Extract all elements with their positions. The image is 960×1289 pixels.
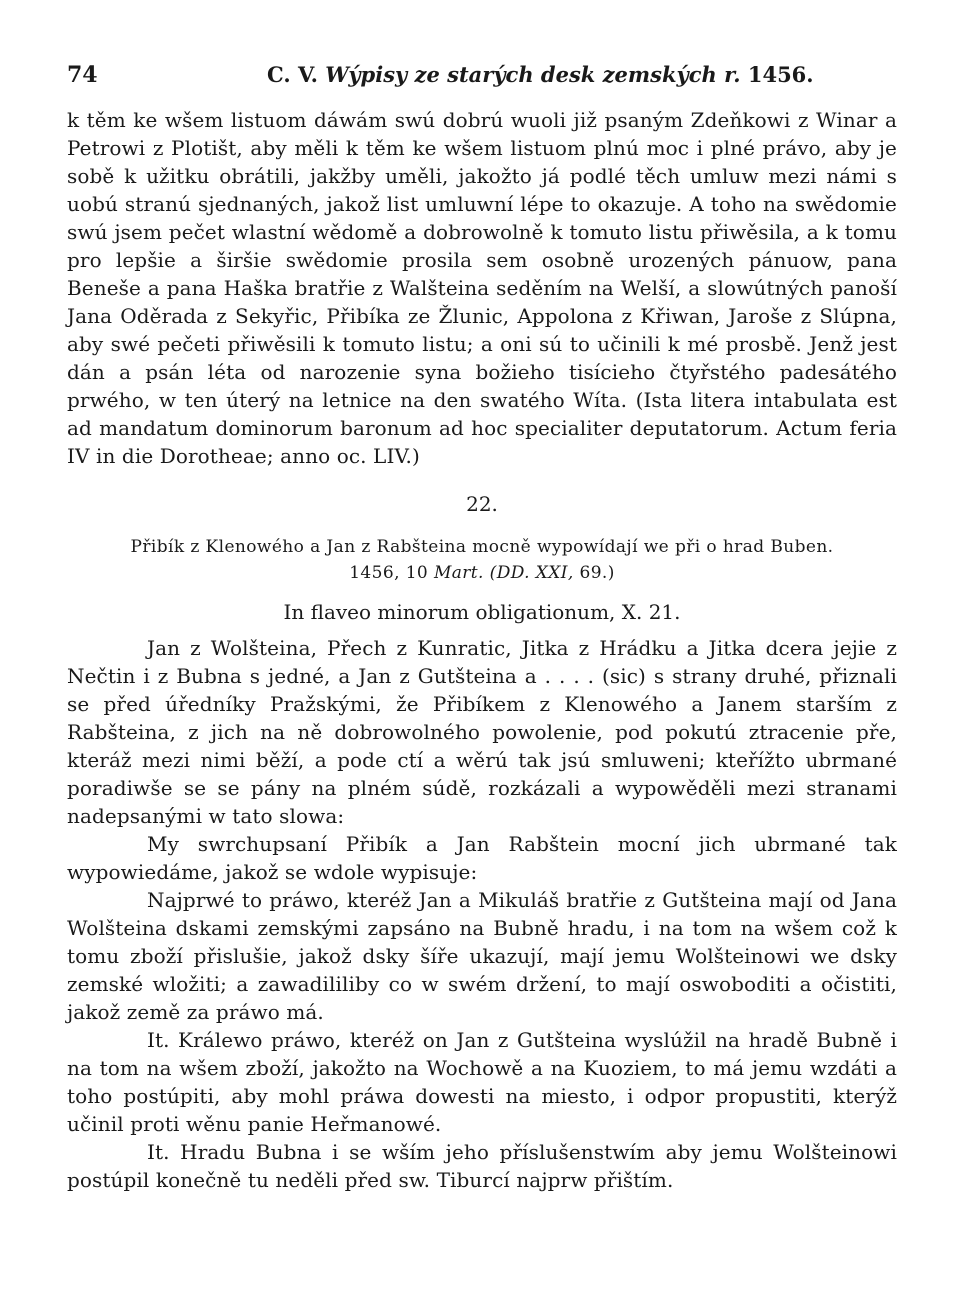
title-year: 1456. — [747, 62, 814, 87]
regest-date: 1456, 10 — [349, 563, 429, 583]
body-paragraph: My swrchupsaní Přibík a Jan Rabštein mocní jich ubrmané tak wypowiedáme, jakož se wdole wypisuje: — [67, 832, 897, 884]
title-italic: Wýpisy ze starých desk zemských r. — [325, 62, 741, 87]
document-number: 22. — [466, 492, 498, 516]
regest-summary: Přibík z Klenowého a Jan z Rabšteina mocně wypowídají we při o hrad Buben. — [130, 537, 834, 557]
regest-date-line — [67, 560, 897, 586]
page-number: 74 — [67, 62, 98, 88]
running-head — [67, 62, 897, 106]
regest-source: (DD. XXI, — [489, 563, 574, 583]
document-page — [67, 62, 897, 1194]
running-title — [267, 62, 897, 87]
source-line: In flaveo minorum obligationum, X. 21. — [283, 600, 681, 624]
continued-paragraph: k těm ke wšem listuom dáwám swú dobrú wuoli již psaným Zdeňkowi z Winar a Petrowi z Plotišt, aby měli k těm ke wšem listuom plnú moc i plné právo, aby je sobě k užitku obrátili, jakžby uměli, jakožto já podlé těch umluw mezi námi s uobú stranú sjednaných, jakož list umluwní lépe to okazuje. A toho na swědomie swú jsem pečet wlastní wědomě a dobrowolně k tomuto listu přiwěsila, a k tomu pro lepšie a širšie swědomie prosila sem osobně urozených pánuow, pana Beneše a pana Haška bratřie z Walšteina seděním na Welší, a slowútných panoší Jana Oděrada z Sekyřic, Přibíka ze Žlunic, Appolona z Křiwan, Jaroše z Slúpna, aby swé pečeti přiwěsili k tomuto listu; a oni sú to učinili k mé prosbě. Jenž jest dán a psán léta od narozenie syna božieho tisícieho čtyřstého padesátého prwého, w ten úterý na letnice na den swatého Wíta. (Ista litera intabulata est ad mandatum dominorum baronum ad hoc specialiter deputatorum. Actum feria IV in die Dorotheae; anno oc. LIV.) — [67, 108, 897, 468]
regest-source-page: 69.) — [579, 563, 615, 583]
regest-month: Mart. — [433, 563, 484, 583]
body-paragraph: Najprwé to práwo, kteréž Jan a Mikuláš bratřie z Gutšteina mají od Jana Wolšteina dskami zemskými zapsáno na Bubně hradu, i na tom na wšem což k tomu zboží přislušie, jakož dsky šíře ukazují, mají jemu Wolšteinowi we dsky zemské wložiti; a zawadililiby co w swém držení, to mají oswoboditi a očistiti, jakož země za práwo má. — [67, 888, 897, 1024]
body-paragraph: It. Hradu Bubna i se wším jeho příslušenstwím aby jemu Wolšteinowi postúpil konečně tu neděli před sw. Tiburcí najprw přištím. — [67, 1140, 897, 1192]
document-regest — [67, 534, 897, 586]
body-paragraph: Jan z Wolšteina, Přech z Kunratic, Jitka z Hrádku a Jitka dcera jejie z Nečtin i z Bubna s jedné, a Jan z Gutšteina a . . . . (sic) s strany druhé, přiznali se před úředníky Pražskými, že Přibíkem z Klenowého a Janem starším z Rabšteina, z jich na ně dobrowolného powolenie, pod pokutú ztracenie pře, kteráž mezi nimi běží, a pode ctí a wěrú tak jsú smluweni; kteřížto ubrmané poradiwše se se pány na plném súdě, rozkázali a wypowěděli mezi stranami nadepsanými w tato slowa: — [67, 636, 897, 828]
section-label: C. V. — [267, 62, 318, 87]
body-paragraph: It. Králewo práwo, kteréž on Jan z Gutšteina wyslúžil na hradě Bubně i na tom na wšem zboží, jakožto na Wochowě a na Kuoziem, to má jemu wzdáti a toho postúpiti, aby mohl práwa dowesti na miesto, i odpor propustiti, kterýž učinil proti wěnu panie Heřmanowé. — [67, 1028, 897, 1136]
